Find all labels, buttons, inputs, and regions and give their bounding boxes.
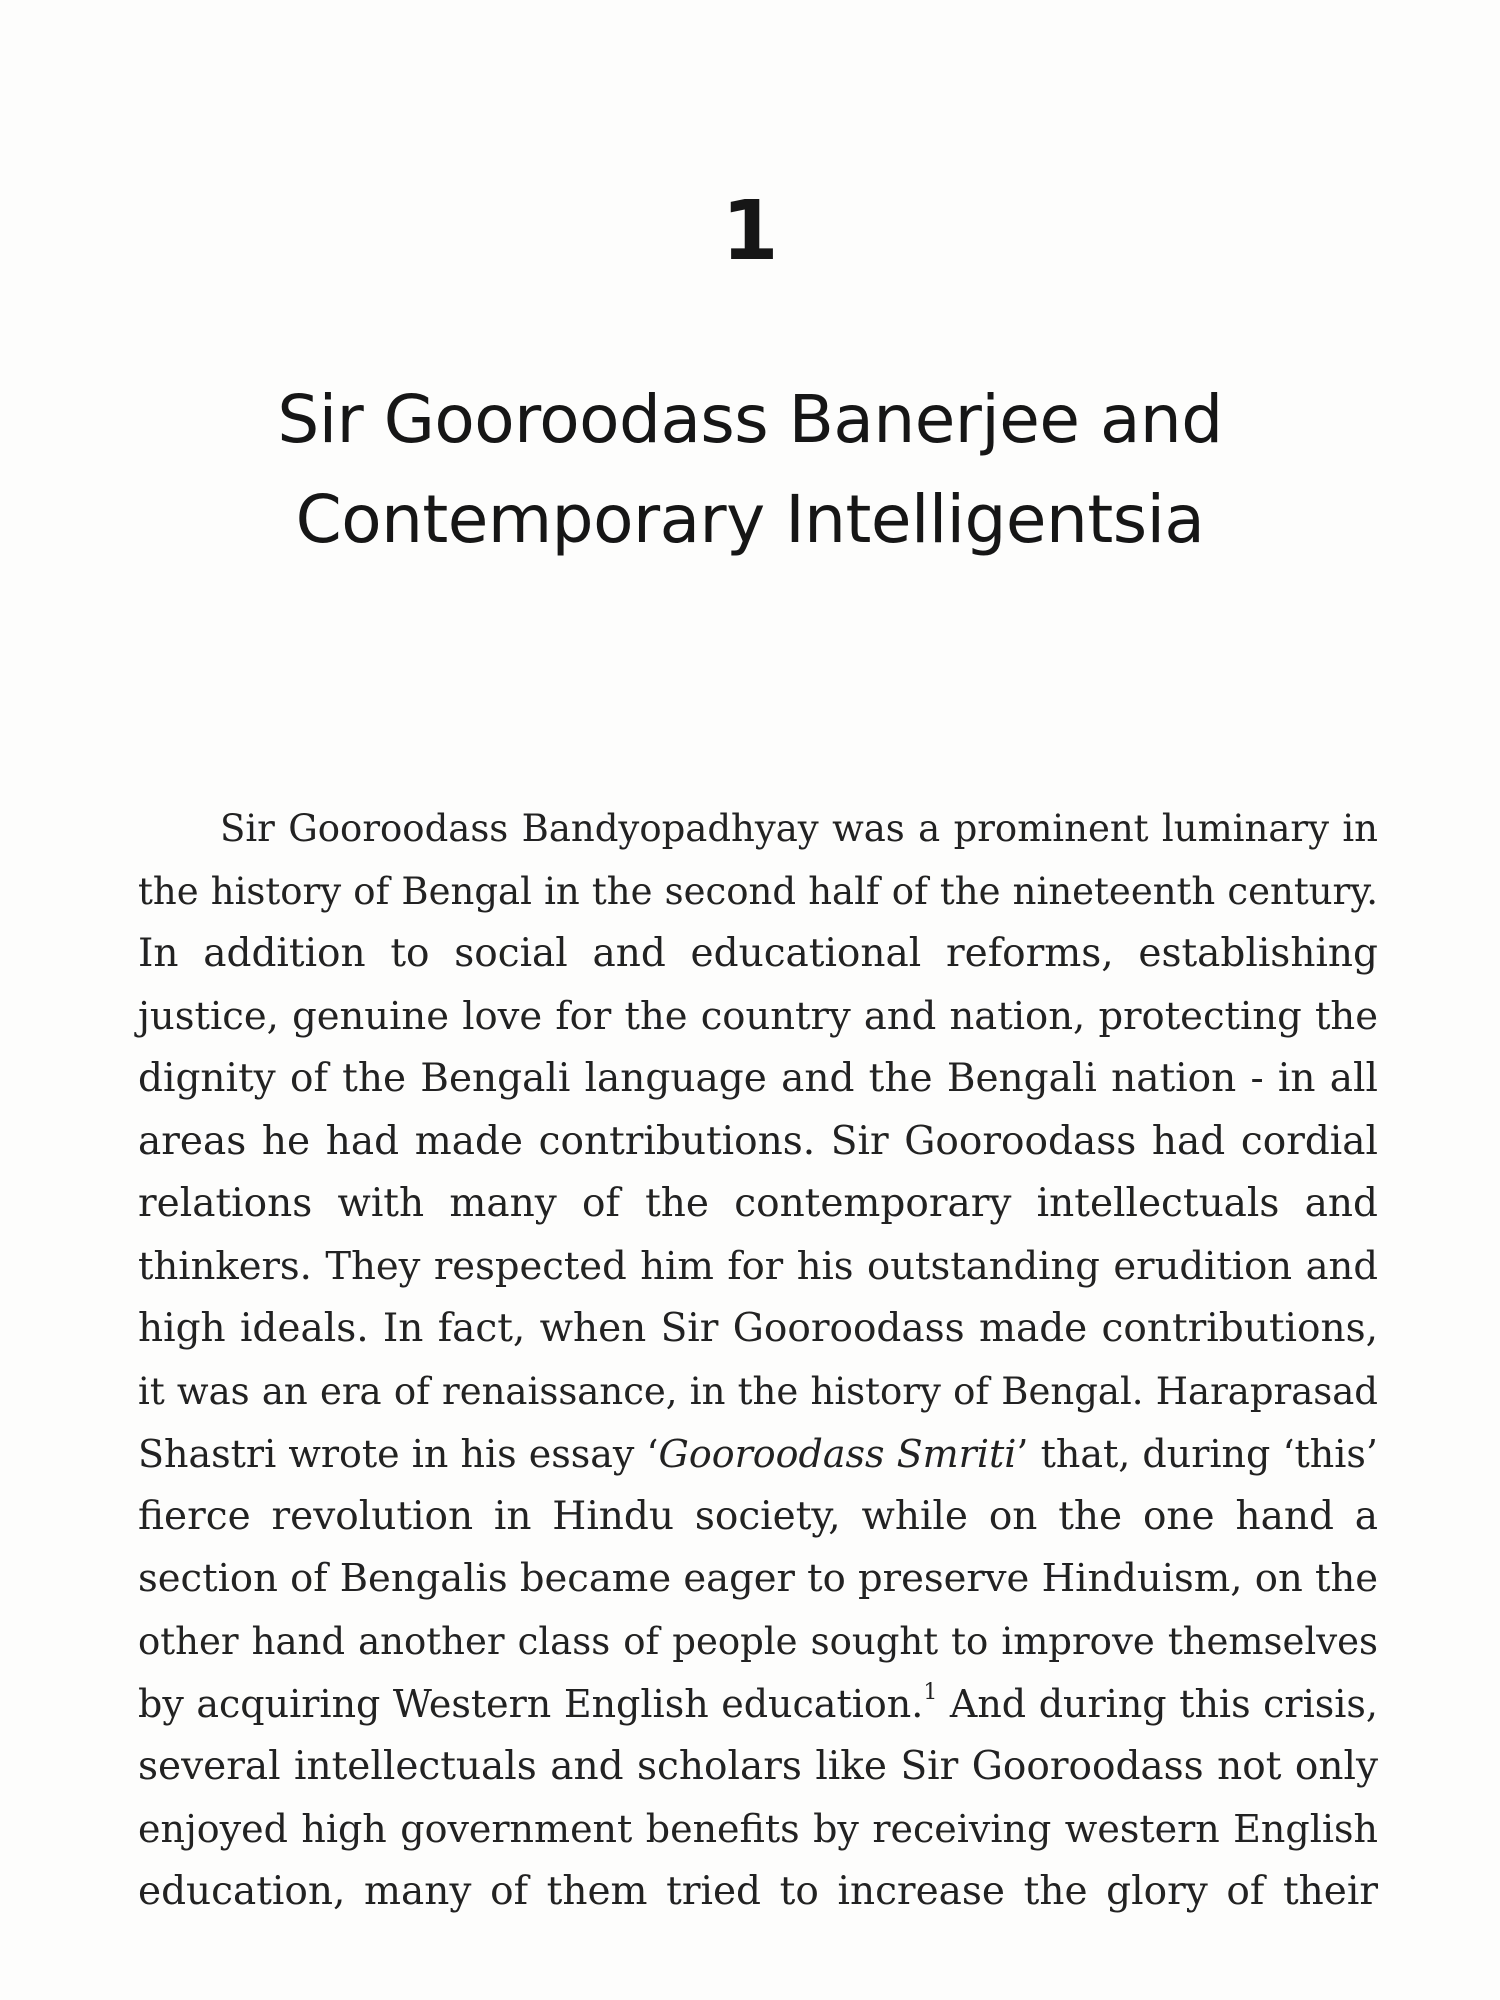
chapter-title-line-1: Sir Gooroodass Banerjee and [277,381,1223,458]
text-line: section of Bengalis became eager to preserve Hinduism, on the [138,1556,1379,1601]
footnote-marker: 1 [923,1680,938,1705]
text-line: areas he had made contributions. Sir Gooroodass had cordial [138,1118,1378,1164]
text-line: fierce revolution in Hindu society, while on the one hand a [138,1493,1378,1539]
text-line: In addition to social and educational reforms, establishing [138,931,1378,976]
text-line: it was an era of renaissance, in the history of Bengal. Haraprasad [138,1369,1378,1413]
text-line: relations with many of the contemporary intellectuals and [138,1181,1378,1226]
text-fragment: Shastri wrote in his essay ‘ [138,1432,659,1476]
text-line: enjoyed high government benefits by receiving western English [138,1807,1378,1851]
text-line: justice, genuine love for the country and nation, protecting the [138,993,1378,1039]
text-line-with-footnote [138,1673,1378,1736]
text-line: other hand another class of people sought to improve themselves [138,1619,1378,1663]
text-line: high ideals. In fact, when Sir Gooroodass made contributions, [138,1306,1378,1351]
text-line: Sir Gooroodass Bandyopadhyay was a prominent luminary in [220,807,1378,850]
text-fragment: ’ that, during ‘this’ [1016,1432,1379,1476]
text-line-with-essay-title [138,1423,1378,1486]
body-paragraph [138,798,1378,1923]
essay-title: Gooroodass Smriti [658,1432,1017,1476]
chapter-number: 1 [721,184,779,279]
text-line: thinkers. They respected him for his outstanding erudition and [138,1243,1378,1289]
chapter-title-line-2: Contemporary Intelligentsia [295,481,1205,558]
text-fragment: And during this crisis, [937,1682,1378,1726]
text-line: dignity of the Bengali language and the Bengali nation - in all [138,1056,1378,1101]
text-line: the history of Bengal in the second half of the nineteenth century. [138,869,1378,913]
chapter-title [0,370,1500,570]
text-line: several intellectuals and scholars like Sir Gooroodass not only [138,1743,1378,1789]
text-fragment: by acquiring Western English education. [138,1682,924,1726]
text-line: education, many of them tried to increase the glory of their [138,1868,1378,1914]
